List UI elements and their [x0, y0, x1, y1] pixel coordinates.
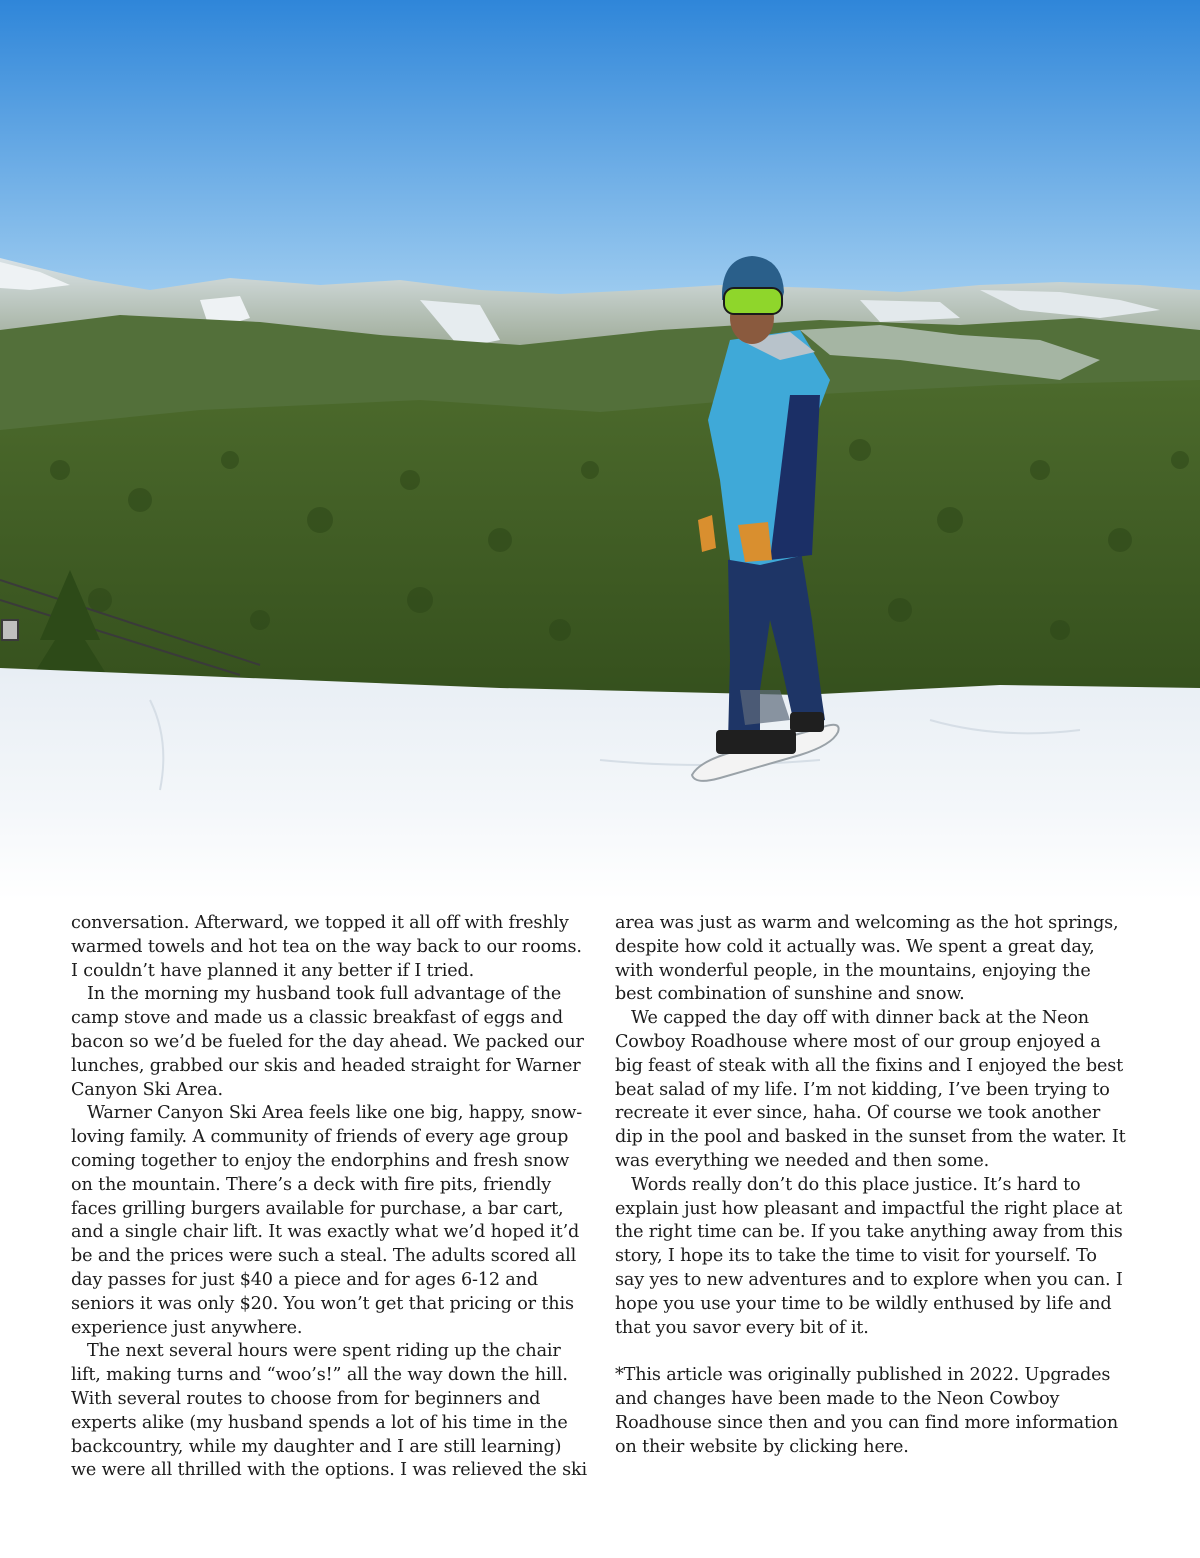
paragraph: In the morning my husband took full advantage of the camp stove and made us a classic breakfast of eggs and bacon so we’d be fueled for the day ahead. We packed our lunches, grabbed our skis and headed straight for Warner Canyon Ski Area. [71, 984, 584, 1100]
left-column [71, 912, 587, 1483]
paragraph: Warner Canyon Ski Area feels like one big, happy, snow-loving family. A community of friends of every age group coming together to enjoy the endorphins and fresh snow on the mountain. There’s a deck with fire pits, friendly faces grilling burgers available for purchase, a bar cart, and a single chair lift. It was exactly what we’d hoped it’d be and the prices were such a steal. The adults scored all day passes for just $40 a piece and for ages 6-12 and seniors it was only $20. You won’t get that pricing or this experience just anywhere. [71, 1103, 583, 1338]
paragraph: conversation. Afterward, we topped it all off with freshly warmed towels and hot tea on the way back to our rooms. I couldn’t have planned it any better if I tried. [71, 913, 582, 981]
boot [716, 730, 796, 754]
goggles [724, 288, 782, 314]
forest [0, 380, 1200, 700]
paragraph: We capped the day off with dinner back at the Neon Cowboy Roadhouse where most of our group enjoyed a big feast of steak with all the fixins and I enjoyed the best beat salad of my life. I’m not kidding, I’ve been trying to recreate it ever since, haha. Of course we took another dip in the pool and basked in the sunset from the water. It was everything we needed and then some. [615, 1008, 1126, 1171]
snow-slope [0, 668, 1200, 900]
article-body [71, 912, 1131, 1483]
paragraph: area was just as warm and welcoming as the hot springs, despite how cold it actually was. We spent a great day, with wonderful people, in the mountains, enjoying the best combination of sunshine and snow. [615, 913, 1119, 1005]
boot [790, 712, 824, 732]
sky [0, 0, 1200, 330]
paragraph: The next several hours were spent riding up the chair lift, making turns and “woo’s!” all the way down the hill. With several routes to choose from for beginners and experts alike (my husband spends a lot of his time in the backcountry, while my daughter and I are still learning) we were all thrilled with the options. I was relieved the ski [71, 1341, 587, 1481]
footnote: *This article was originally published in 2022. Upgrades and changes have been made to the Neon Cowboy Roadhouse since then and you can find more information on their website by clicking here. [615, 1365, 1119, 1457]
right-column [615, 912, 1131, 1483]
paragraph: Words really don’t do this place justice. It’s hard to explain just how pleasant and impactful the right place at the right time can be. If you take anything away from this story, I hope its to take the time to visit for yourself. To say yes to new adventures and to explore when you can. I hope you use your time to be wildly enthused by life and that you savor every bit of it. [615, 1174, 1123, 1338]
